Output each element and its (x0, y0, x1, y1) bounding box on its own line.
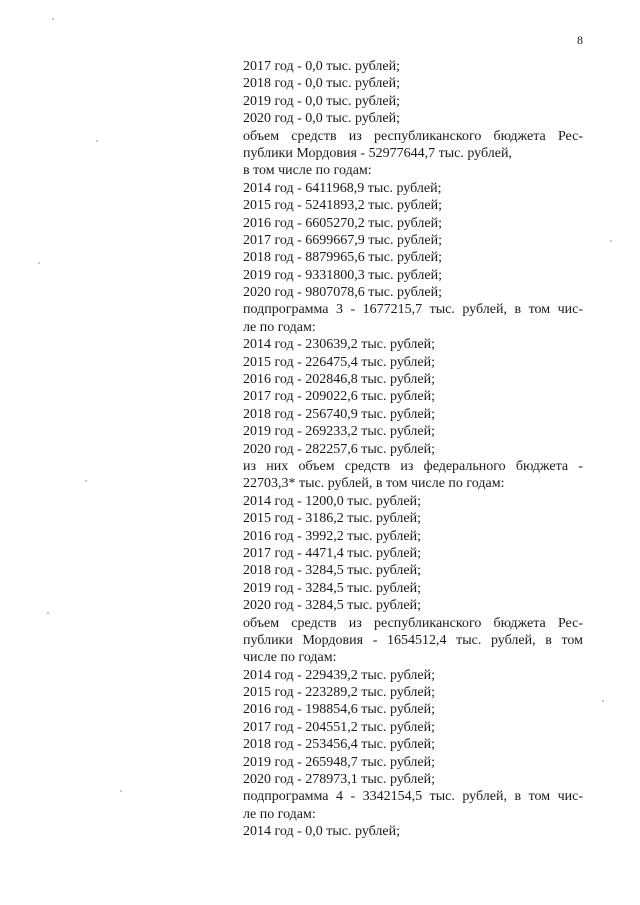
scan-speck (610, 240, 612, 242)
text-line: 2015 год - 223289,2 тыс. рублей; (243, 685, 436, 701)
page-number: 8 (577, 33, 583, 47)
text-line: ле по годам: (243, 806, 316, 822)
document-text (243, 58, 583, 841)
text-line: 2018 год - 0,0 тыс. рублей; (243, 76, 401, 92)
text-line: 2015 год - 226475,4 тыс. рублей; (243, 354, 436, 370)
scan-speck (38, 262, 40, 264)
text-line: 2016 год - 6605270,2 тыс. рублей; (243, 215, 443, 231)
text-line: 2018 год - 3284,5 тыс. рублей; (243, 563, 422, 579)
text-line: 2014 год - 1200,0 тыс. рублей; (243, 493, 422, 509)
text-line: 2015 год - 3186,2 тыс. рублей; (243, 511, 422, 527)
text-line: 2017 год - 204551,2 тыс. рублей; (243, 719, 436, 735)
text-line: 2020 год - 282257,6 тыс. рублей; (243, 441, 436, 457)
text-line: 2018 год - 8879965,6 тыс. рублей; (243, 250, 443, 266)
text-line: из них объем средств из федерального бюджета - (243, 458, 583, 474)
text-line: объем средств из республиканского бюджета Рес- (243, 128, 583, 144)
text-line: 2016 год - 3992,2 тыс. рублей; (243, 528, 422, 544)
scan-speck (120, 790, 122, 792)
text-line: 2019 год - 269233,2 тыс. рублей; (243, 424, 436, 440)
text-line: 22703,3* тыс. рублей, в том числе по годам: (243, 476, 505, 492)
scan-speck (85, 480, 87, 482)
scan-speck (602, 700, 604, 702)
text-line: публики Мордовия - 52977644,7 тыс. рублей, (243, 145, 512, 161)
text-line: подпрограмма 3 - 1677215,7 тыс. рублей, в том чис- (243, 302, 583, 318)
text-line: 2020 год - 0,0 тыс. рублей; (243, 111, 401, 127)
text-line: 2016 год - 202846,8 тыс. рублей; (243, 372, 436, 388)
scan-speck (52, 18, 54, 20)
text-line: 2018 год - 256740,9 тыс. рублей; (243, 406, 436, 422)
text-line: в том числе по годам: (243, 163, 372, 179)
text-line: подпрограмма 4 - 3342154,5 тыс. рублей, в том чис- (243, 789, 583, 805)
scan-speck (47, 612, 49, 614)
scan-speck (96, 140, 98, 142)
text-line: 2017 год - 0,0 тыс. рублей; (243, 59, 401, 74)
text-line: 2016 год - 198854,6 тыс. рублей; (243, 702, 436, 718)
text-line: 2020 год - 278973,1 тыс. рублей; (243, 772, 436, 788)
text-line: 2018 год - 253456,4 тыс. рублей; (243, 737, 436, 753)
text-line: 2019 год - 3284,5 тыс. рублей; (243, 580, 422, 596)
text-line: 2017 год - 6699667,9 тыс. рублей; (243, 232, 443, 248)
text-line: числе по годам: (243, 650, 337, 666)
text-line: 2020 год - 9807078,6 тыс. рублей; (243, 285, 443, 301)
text-line: объем средств из республиканского бюджета Рес- (243, 615, 583, 631)
text-line: 2019 год - 265948,7 тыс. рублей; (243, 754, 436, 770)
text-line: 2017 год - 4471,4 тыс. рублей; (243, 545, 422, 561)
text-line: публики Мордовия - 1654512,4 тыс. рублей, в том (243, 632, 583, 648)
text-line: 2015 год - 5241893,2 тыс. рублей; (243, 198, 443, 214)
text-line: 2014 год - 0,0 тыс. рублей; (243, 824, 401, 840)
text-line: 2014 год - 229439,2 тыс. рублей; (243, 667, 436, 683)
text-line: 2014 год - 6411968,9 тыс. рублей; (243, 180, 442, 196)
text-line: 2019 год - 9331800,3 тыс. рублей; (243, 267, 443, 283)
text-line: 2019 год - 0,0 тыс. рублей; (243, 93, 401, 109)
text-line: 2014 год - 230639,2 тыс. рублей; (243, 337, 436, 353)
text-line: 2017 год - 209022,6 тыс. рублей; (243, 389, 436, 405)
text-line: 2020 год - 3284,5 тыс. рублей; (243, 598, 422, 614)
text-line: ле по годам: (243, 319, 316, 335)
